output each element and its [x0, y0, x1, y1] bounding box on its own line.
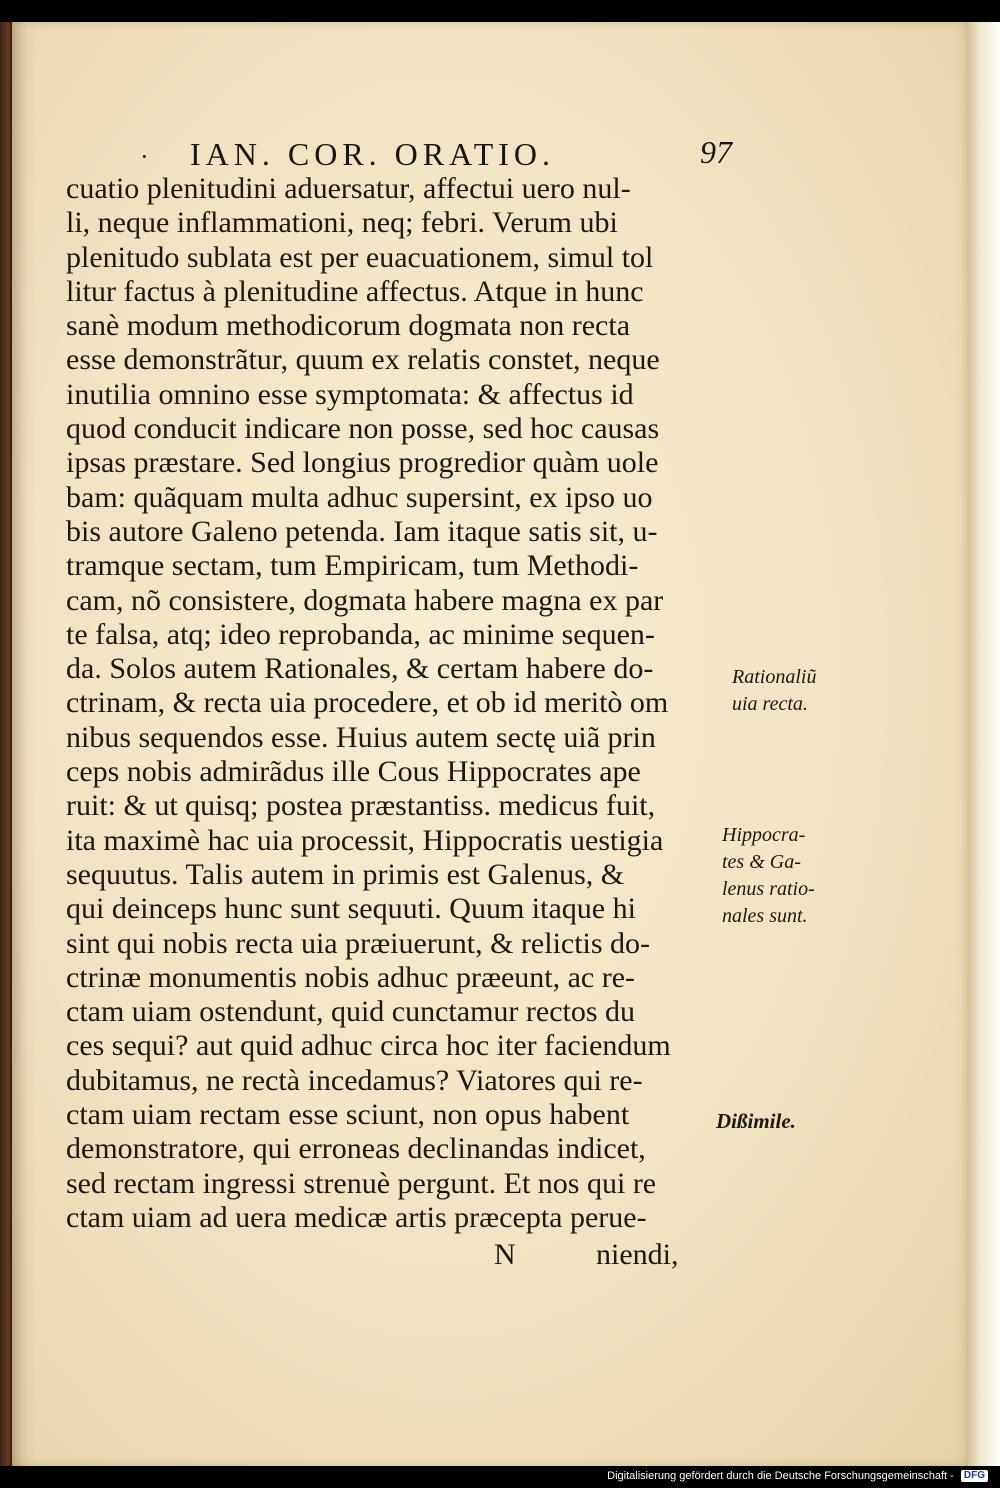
- text-line: inutilia omnino esse symptomata: & affectus id: [66, 377, 634, 411]
- main-text-block: [66, 172, 716, 1235]
- marginal-note-dissimile: [716, 1108, 856, 1135]
- marginal-note-line: nales sunt.: [722, 905, 808, 927]
- text-line: ces sequi? aut quid adhuc circa hoc iter faciendum: [66, 1029, 671, 1063]
- marginal-note-line: Hippocra-: [722, 824, 806, 846]
- text-line: ruit: & ut quisq; postea præstantiss. medicus fuit,: [66, 789, 656, 823]
- text-line: ita maximè hac uia processit, Hippocratis uestigia: [66, 823, 664, 857]
- folio-number: 97: [700, 134, 732, 170]
- footer-text: Digitalisierung gefördert durch die Deutsche Forschungsgemeinschaft -: [607, 1470, 954, 1482]
- marginal-note-rationalium: [732, 664, 872, 718]
- book-binding-edge: [0, 22, 12, 1466]
- text-line: qui deinceps hunc sunt sequuti. Quum itaque hi: [66, 892, 636, 926]
- text-line: litur factus à plenitudine affectus. Atque in hunc: [66, 274, 644, 308]
- marginal-note-hippocrates: [722, 822, 862, 930]
- scan-top-border: [0, 0, 1000, 22]
- signature-mark: N: [494, 1238, 516, 1271]
- text-line: da. Solos autem Rationales, & certam habere do-: [66, 652, 654, 686]
- text-line: bis autore Galeno petenda. Iam itaque satis sit, u-: [66, 514, 658, 548]
- page-right-edge: [968, 22, 1000, 1466]
- text-line: demonstratore, qui erroneas declinandas indicet,: [66, 1132, 646, 1166]
- funding-footer: [607, 1470, 988, 1482]
- marginal-note-line: lenus ratio-: [722, 878, 815, 900]
- text-line: ctam uiam rectam esse sciunt, non opus habent: [66, 1098, 630, 1132]
- text-line: esse demonstrãtur, quum ex relatis constet, neque: [66, 343, 660, 377]
- marginal-note-line: tes & Ga-: [722, 851, 801, 873]
- text-line: nibus sequendos esse. Huius autem sectę uiã prin: [66, 720, 656, 754]
- text-line: ctrinæ monumentis nobis adhuc præeunt, ac re-: [66, 960, 636, 994]
- text-line: ctrinam, & recta uia procedere, et ob id meritò om: [66, 686, 669, 720]
- text-line: cuatio plenitudini aduersatur, affectui uero nul-: [66, 172, 631, 205]
- text-line: sint qui nobis recta uia præiuerunt, & relictis do-: [66, 926, 651, 960]
- text-line: ctam uiam ostendunt, quid cunctamur rectos du: [66, 995, 636, 1029]
- text-line: quod conducit indicare non posse, sed hoc causas: [66, 412, 660, 446]
- header-ornament: ·: [140, 142, 149, 171]
- catchword: niendi,: [596, 1238, 679, 1271]
- text-line: te falsa, atq; ideo reprobanda, ac minime sequen-: [66, 617, 655, 651]
- text-line: ipsas præstare. Sed longius progredior quàm uole: [66, 446, 659, 480]
- page-header: [140, 136, 740, 176]
- text-line: sanè modum methodicorum dogmata non recta: [66, 309, 631, 343]
- text-line: dubitamus, ne rectà incedamus? Viatores qui re-: [66, 1063, 643, 1097]
- text-line: li, neque inflammationi, neq; febri. Verum ubi: [66, 206, 618, 240]
- text-line: sed rectam ingressi strenuè pergunt. Et nos qui re: [66, 1166, 657, 1200]
- running-head: IAN. COR. ORATIO.: [190, 136, 555, 172]
- marginal-note-line: Rationaliũ: [732, 666, 817, 688]
- marginal-note-line: Dißimile.: [716, 1109, 796, 1133]
- text-line: cam, nõ consistere, dogmata habere magna ex par: [66, 583, 664, 617]
- text-line: plenitudo sublata est per euacuationem, simul tol: [66, 240, 654, 274]
- marginal-note-line: uia recta.: [732, 693, 808, 715]
- text-line: ctam uiam ad uera medicæ artis præcepta perue-: [66, 1200, 647, 1234]
- text-line: tramque sectam, tum Empiricam, tum Methodi-: [66, 549, 639, 583]
- dfg-logo: DFG: [961, 1470, 988, 1482]
- page-foot-line: [66, 1238, 716, 1274]
- text-line: sequutus. Talis autem in primis est Galenus, &: [66, 857, 625, 891]
- text-line: ceps nobis admirãdus ille Cous Hippocrates ape: [66, 755, 641, 789]
- text-line: bam: quãquam multa adhuc supersint, ex ipso uo: [66, 480, 653, 514]
